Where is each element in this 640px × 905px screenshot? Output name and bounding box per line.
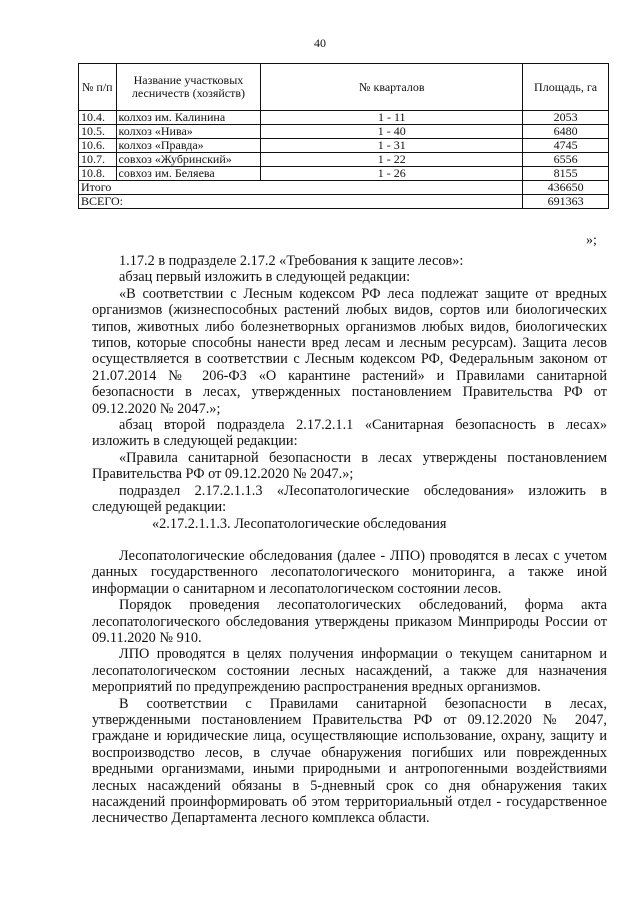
grand-total-value: 691363 [523,195,609,209]
section-heading: «2.17.2.1.1.3. Лесопатологические обследования [152,515,447,532]
paragraph: абзац второй подраздела 2.17.2.1.1 «Санитарная безопасность в лесах» изложить в следующей редакции: [92,417,607,450]
header-quarters: № кварталов [261,64,523,111]
paragraph: Порядок проведения лесопатологических обследований, форма акта лесопатологического обследования утверждены приказом Минприроды России от 09.11.2020 № 910. [92,597,607,646]
table-header-row [79,64,609,111]
row-name: совхоз им. Беляева [116,167,261,181]
page-number: 40 [314,36,326,50]
total-value: 436650 [523,181,609,195]
row-quarters: 1 - 26 [261,167,523,181]
closing-quote-mark: »; [586,233,597,248]
row-name: колхоз им. Калинина [116,111,261,125]
row-area: 8155 [523,167,609,181]
paragraph: абзац первый изложить в следующей редакции: [119,269,411,286]
header-area: Площадь, га [523,64,609,111]
total-label: Итого [79,181,523,195]
table-row [79,111,609,125]
table-row [79,167,609,181]
row-quarters: 1 - 11 [261,111,523,125]
paragraph: Лесопатологические обследования (далее - ЛПО) проводятся в лесах с учетом данных государственного лесопатологического мониторинга, а также иной информации о санитарном и лесопатологическом состоянии лесов. [92,547,607,597]
row-area: 6556 [523,153,609,167]
row-name: колхоз «Нива» [116,125,261,139]
row-quarters: 1 - 22 [261,153,523,167]
row-area: 2053 [523,111,609,125]
table-row [79,139,609,153]
table-grand-total-row [79,195,609,209]
row-num: 10.6. [79,139,117,153]
paragraph: «Правила санитарной безопасности в лесах утверждены постановлением Правительства РФ от 09.12.2020 № 2047.»; [92,449,607,483]
header-name: Название участковых лесничеств (хозяйств) [116,64,261,111]
paragraph: В соответствии с Правилами санитарной безопасности в лесах, утвержденными постановлением Правительства РФ от 09.12.2020 № 2047, граждане и юридические лица, осуществляющие использование, охрану, защиту и воспроизводство лесов, в случае обнаружения погибших или поврежденных вредными организмами, иными природными и антропогенными воздействиями лесных насаждений обязаны в 5-дневный срок со дня обнаружения таких насаждений проинформировать об этом территориальный отдел - государственное лесничество Департамента лесного комплекса области. [92,695,607,827]
row-name: совхоз «Жубринский» [116,153,261,167]
table-row [79,125,609,139]
document-body [92,253,607,827]
table-total-row [79,181,609,195]
paragraph: «В соответствии с Лесным кодексом РФ леса подлежат защите от вредных организмов (жизнеспособных растений любых видов, сортов или биологических типов, животных либо болезнетворных организмов любых видов, биологических типов, которые способны нанести вред лесам и лесным ресурсам). Защита лесов осуществляется в соответствии с Лесным кодексом РФ, Федеральным законом от 21.07.2014 № 206-ФЗ «О карантине растений» и Правилами санитарной безопасности в лесах, утвержденных постановлением Правительства РФ от 09.12.2020 № 2047.»; [92,285,607,417]
forestry-table [78,63,609,209]
row-area: 4745 [523,139,609,153]
row-quarters: 1 - 31 [261,139,523,153]
row-num: 10.5. [79,125,117,139]
row-quarters: 1 - 40 [261,125,523,139]
row-area: 6480 [523,125,609,139]
grand-total-label: ВСЕГО: [79,195,523,209]
row-num: 10.8. [79,167,117,181]
row-num: 10.7. [79,153,117,167]
paragraph: подраздел 2.17.2.1.1.3 «Лесопатологические обследования» изложить в следующей редакции: [92,482,607,516]
table-row [79,153,609,167]
row-name: колхоз «Правда» [116,139,261,153]
paragraph: ЛПО проводятся в целях получения информации о текущем санитарном и лесопатологическом состоянии лесных насаждений, а также для назначения мероприятий по предупреждению распространения вредных организмов. [92,646,607,696]
header-num: № п/п [79,64,117,111]
row-num: 10.4. [79,111,117,125]
amendment-heading: 1.17.2 в подразделе 2.17.2 «Требования к защите лесов»: [119,253,464,269]
